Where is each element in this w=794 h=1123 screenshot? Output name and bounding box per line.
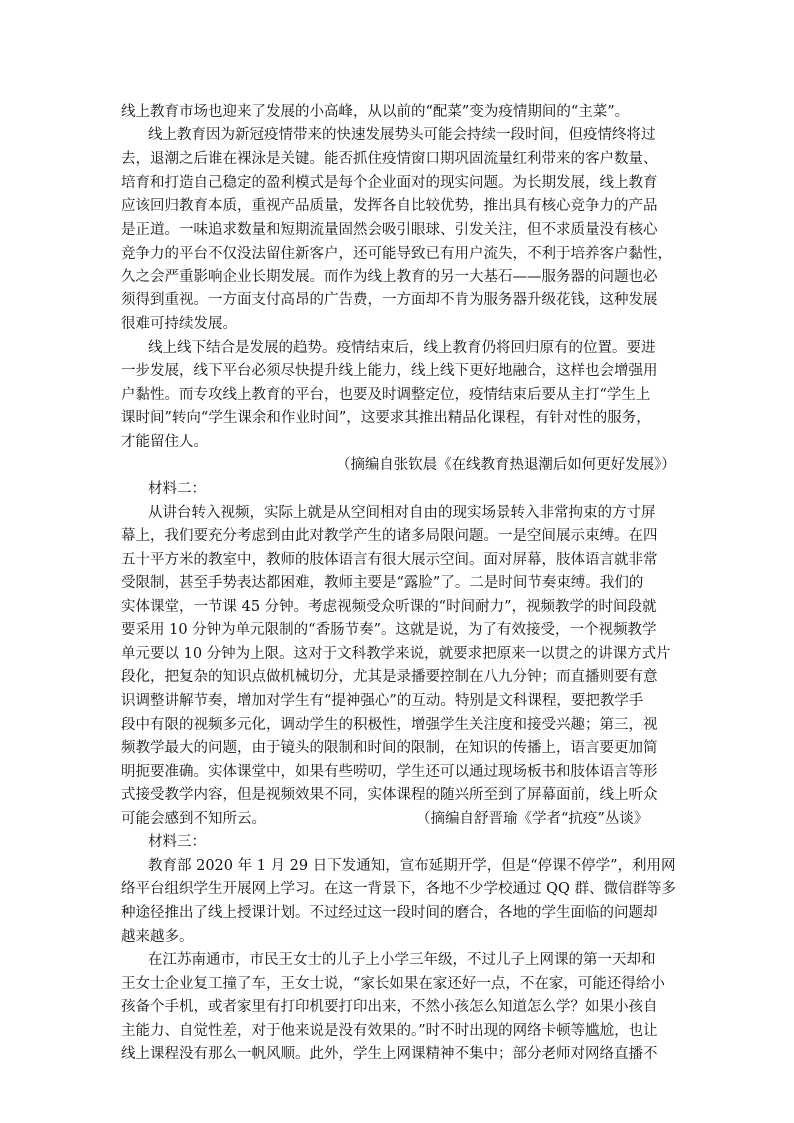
text-line: 去，退潮之后谁在裸泳是关键。能否抓住疫情窗口期巩固流量红利带来的客户数量、: [121, 151, 658, 167]
text-line: 户黏性。而专攻线上教育的平台，也要及时调整定位，疫情结束后要从主打“学生上: [121, 387, 651, 403]
text-line: 可能会感到不知所云。: [121, 811, 266, 827]
text-line: 频教学最大的问题，由于镜头的限制和时间的限制，在知识的传播上，语言要更加简: [121, 740, 658, 756]
text-line: 识调整讲解节奏，增加对学生有“提神强心”的互动。特别是文科课程，要把教学手: [121, 693, 644, 709]
text-line: 线上课程没有那么一帆风顺。此外，学生上网课精神不集中；部分老师对网络直播不: [121, 1046, 658, 1062]
text-line: 线上线下结合是发展的趋势。疫情结束后，线上教育仍将回归原有的位置。要进: [148, 340, 656, 356]
text-line: 培育和打造自己稳定的盈利模式是每个企业面对的现实问题。为长期发展，线上教育: [121, 175, 658, 191]
source-citation: （摘编自张钦晨《在线教育热退潮后如何更好发展》）: [336, 457, 676, 473]
text-line: 一步发展，线下平台必须尽快提升线上能力，线上线下更好地融合，这样也会增强用: [121, 363, 658, 379]
text-line: 从讲台转入视频，实际上就是从空间相对自由的现实场景转入非常拘束的方寸屏: [148, 505, 656, 521]
text-line: 段化，把复杂的知识点做机械切分，尤其是录播要控制在八九分钟；而直播则要有意: [121, 669, 658, 685]
text-line: 明扼要准确。实体课堂中，如果有些唠叨，学生还可以通过现场板书和肢体语言等形: [121, 764, 658, 780]
text-line: 是正道。一味追求数量和短期流量固然会吸引眼球、引发关注，但不求质量没有核心: [121, 222, 658, 238]
section-heading: 材料三：: [148, 834, 206, 850]
text-line: 孩备个手机，或者家里有打印机要打印出来，不然小孩怎么知道怎么学？如果小孩自: [121, 999, 658, 1015]
text-line: 主能力、自觉性差，对于他来说是没有效果的。”时不时出现的网络卡顿等尴尬，也让: [121, 1023, 658, 1039]
text-line: 课时间”转向“学生课余和作业时间”，这要求其推出精品化课程，有针对性的服务，: [121, 410, 651, 426]
text-line: 须得到重视。一方面支付高昂的广告费，一方面却不肯为服务器升级花钱，这种发展: [121, 292, 658, 308]
text-line: 络平台组织学生开展网上学习。在这一背景下，各地不少学校通过 QQ 群、微信群等多: [121, 881, 676, 897]
text-line: 在江苏南通市，市民王女士的儿子上小学三年级，不过儿子上网课的第一天却和: [148, 952, 656, 968]
text-line: 越来越多。: [121, 929, 194, 945]
text-line: 五十平方米的教室中，教师的肢体语言有很大展示空间。面对屏幕，肢体语言就非常: [121, 552, 658, 568]
text-line: 久之会严重影响企业长期发展。而作为线上教育的另一大基石——服务器的问题也必: [121, 269, 658, 285]
text-line: 线上教育市场也迎来了发展的小高峰，从以前的“配菜”变为疫情期间的“主菜”。: [121, 104, 630, 120]
text-line: 种途径推出了线上授课计划。不过经过这一段时间的磨合，各地的学生面临的问题却: [121, 905, 658, 921]
text-line: 教育部 2020 年 1 月 29 日下发通知，宣布延期开学，但是“停课不停学”，利用网: [148, 858, 676, 874]
text-line: 要采用 10 分钟为单元限制的“香肠节奏”。这就是说，为了有效接受，一个视频教学: [121, 622, 657, 638]
text-line: 式接受教学内容，但是视频效果不同，实体课程的随兴所至到了屏幕面前，线上听众: [121, 787, 658, 803]
text-line: 竞争力的平台不仅没法留住新客户，还可能导致已有用户流失，不利于培养客户黏性，: [121, 246, 672, 262]
text-line: 段中有限的视频多元化，调动学生的积极性，增强学生关注度和接受兴趣；第三，视: [121, 717, 658, 733]
text-line: 线上教育因为新冠疫情带来的快速发展势头可能会持续一段时间，但疫情终将过: [148, 127, 656, 143]
source-citation: （摘编自舒晋瑜《学者“抗疫”丛谈》: [416, 811, 649, 827]
section-heading: 材料二：: [148, 481, 206, 497]
text-line: 很难可持续发展。: [121, 316, 237, 332]
text-line: 单元要以 10 分钟为上限。这对于文科教学来说，就要求把原来一以贯之的讲课方式片: [121, 646, 671, 662]
text-line: 才能留住人。: [121, 434, 208, 450]
text-line: 应该回归教育本质，重视产品质量，发挥各自比较优势，推出具有核心竞争力的产品: [121, 198, 658, 214]
text-line: 受限制，甚至手势表达都困难，教师主要是“露脸”了。二是时间节奏束缚。我们的: [121, 575, 644, 591]
text-line: 实体课堂，一节课 45 分钟。考虑视频受众听课的“时间耐力”，视频教学的时间段就: [121, 599, 657, 615]
text-line: 幕上，我们要充分考虑到由此对教学产生的诸多局限问题。一是空间展示束缚。在四: [121, 528, 658, 544]
text-line: 王女士企业复工撞了车，王女士说，“家长如果在家还好一点，不在家，可能还得给小: [121, 976, 665, 992]
